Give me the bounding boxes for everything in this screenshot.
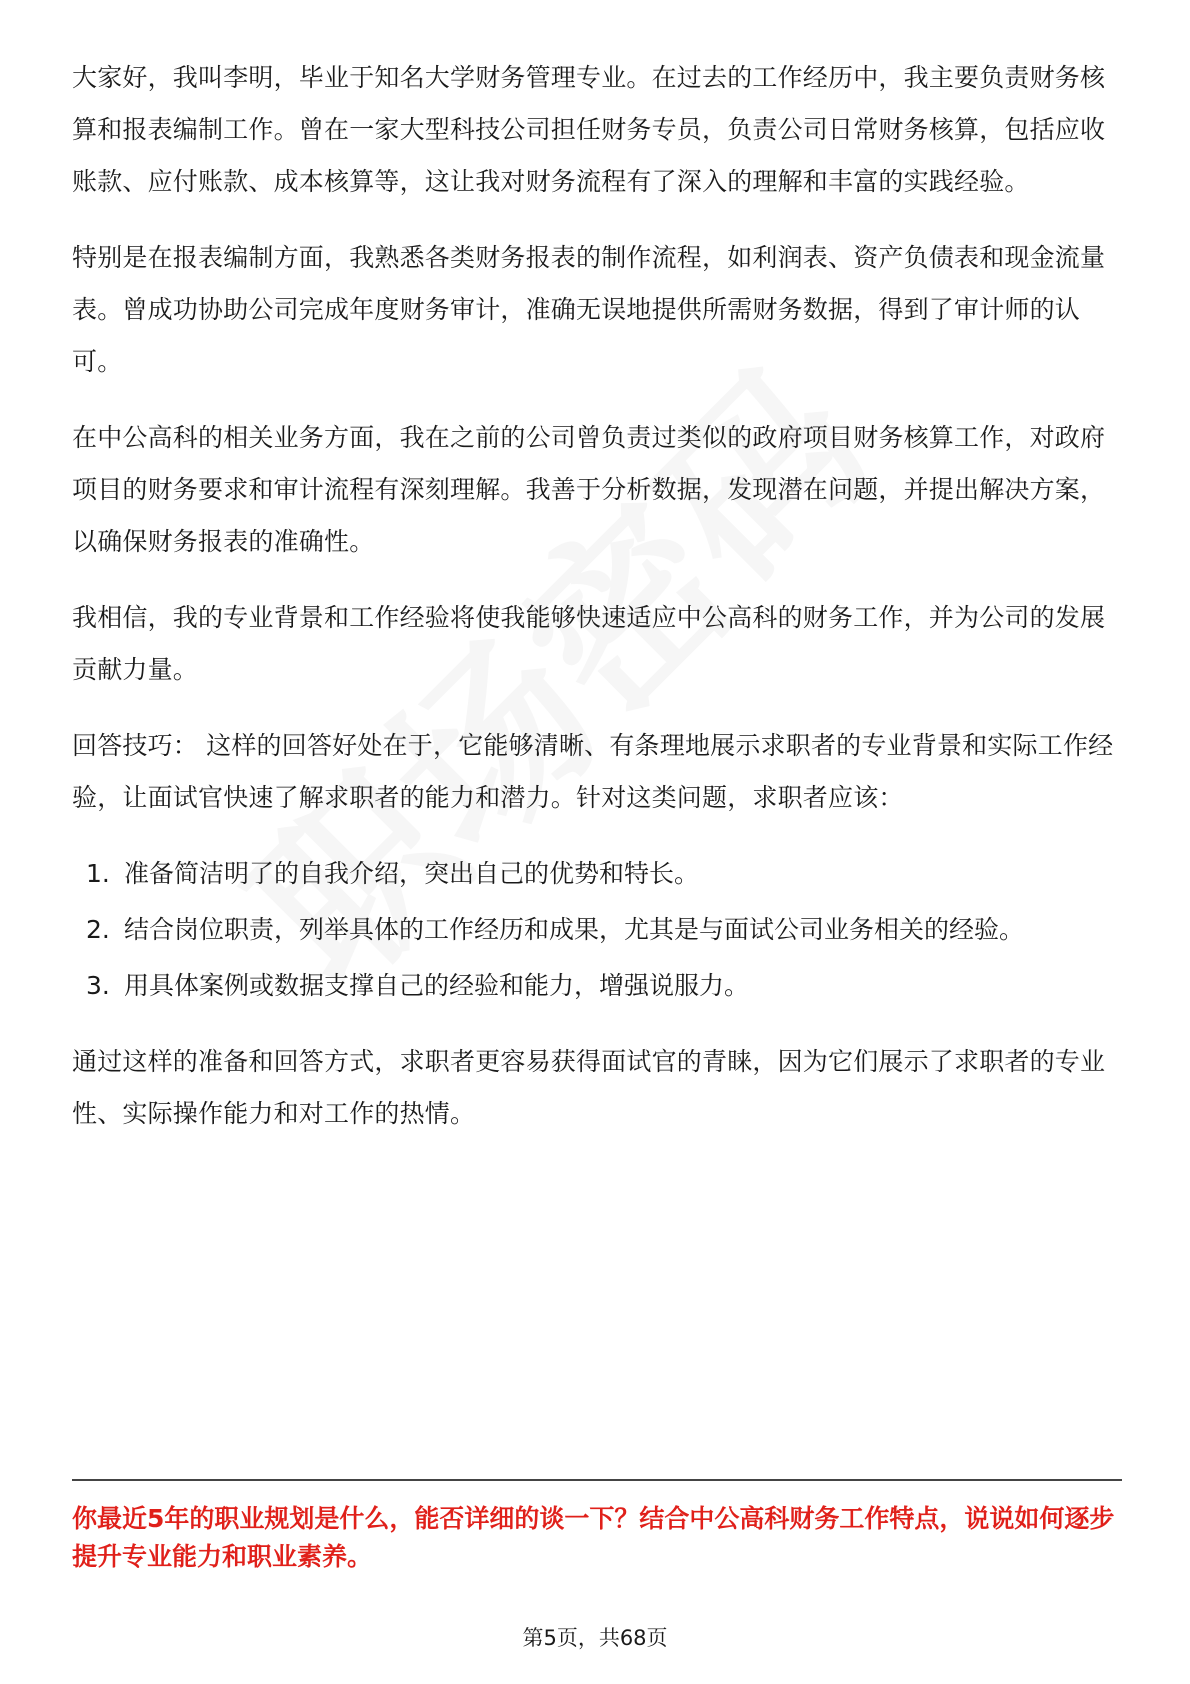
answer-paragraph-1: 大家好，我叫李明，毕业于知名大学财务管理专业。在过去的工作经历中，我主要负责财务核算和报表编制工作。曾在一家大型科技公司担任财务专员，负责公司日常财务核算，包括应收账款、应付账款、成本核算等，这让我对财务流程有了深入的理解和丰富的实践经验。 <box>72 63 1106 196</box>
document-body <box>72 52 1122 1164</box>
list-item-text: 结合岗位职责，列举具体的工作经历和成果，尤其是与面试公司业务相关的经验。 <box>124 915 1025 944</box>
answer-paragraph-2: 特别是在报表编制方面，我熟悉各类财务报表的制作流程，如利润表、资产负债表和现金流量表。曾成功协助公司完成年度财务审计，准确无误地提供所需财务数据，得到了审计师的认可。 <box>72 243 1106 376</box>
list-item-number: 3. <box>86 971 110 1000</box>
tips-intro: 回答技巧： 这样的回答好处在于，它能够清晰、有条理地展示求职者的专业背景和实际工作经验，让面试官快速了解求职者的能力和潜力。针对这类问题，求职者应该： <box>72 731 1114 812</box>
divider <box>72 1479 1122 1481</box>
list-item <box>72 848 1122 900</box>
list-item-text: 准备简洁明了的自我介绍，突出自己的优势和特长。 <box>124 859 700 888</box>
answer-paragraph-3: 在中公高科的相关业务方面，我在之前的公司曾负责过类似的政府项目财务核算工作，对政府项目的财务要求和审计流程有深刻理解。我善于分析数据，发现潜在问题，并提出解决方案，以确保财务报表的准确性。 <box>72 423 1106 556</box>
tips-list <box>72 848 1122 1012</box>
answer-paragraph-4: 我相信，我的专业背景和工作经验将使我能够快速适应中公高科的财务工作，并为公司的发展贡献力量。 <box>72 603 1106 684</box>
list-item-text: 用具体案例或数据支撑自己的经验和能力，增强说服力。 <box>124 971 750 1000</box>
next-question-heading: 你最近5年的职业规划是什么，能否详细的谈一下？结合中公高科财务工作特点，说说如何逐步提升专业能力和职业素养。 <box>72 1504 1115 1571</box>
list-item-number: 1. <box>86 859 110 888</box>
list-item-number: 2. <box>86 915 110 944</box>
closing-paragraph: 通过这样的准备和回答方式，求职者更容易获得面试官的青睐，因为它们展示了求职者的专业性、实际操作能力和对工作的热情。 <box>72 1047 1106 1128</box>
list-item <box>72 904 1122 956</box>
list-item <box>72 960 1122 1012</box>
page-number-footer: 第5页，共68页 <box>522 1626 668 1650</box>
